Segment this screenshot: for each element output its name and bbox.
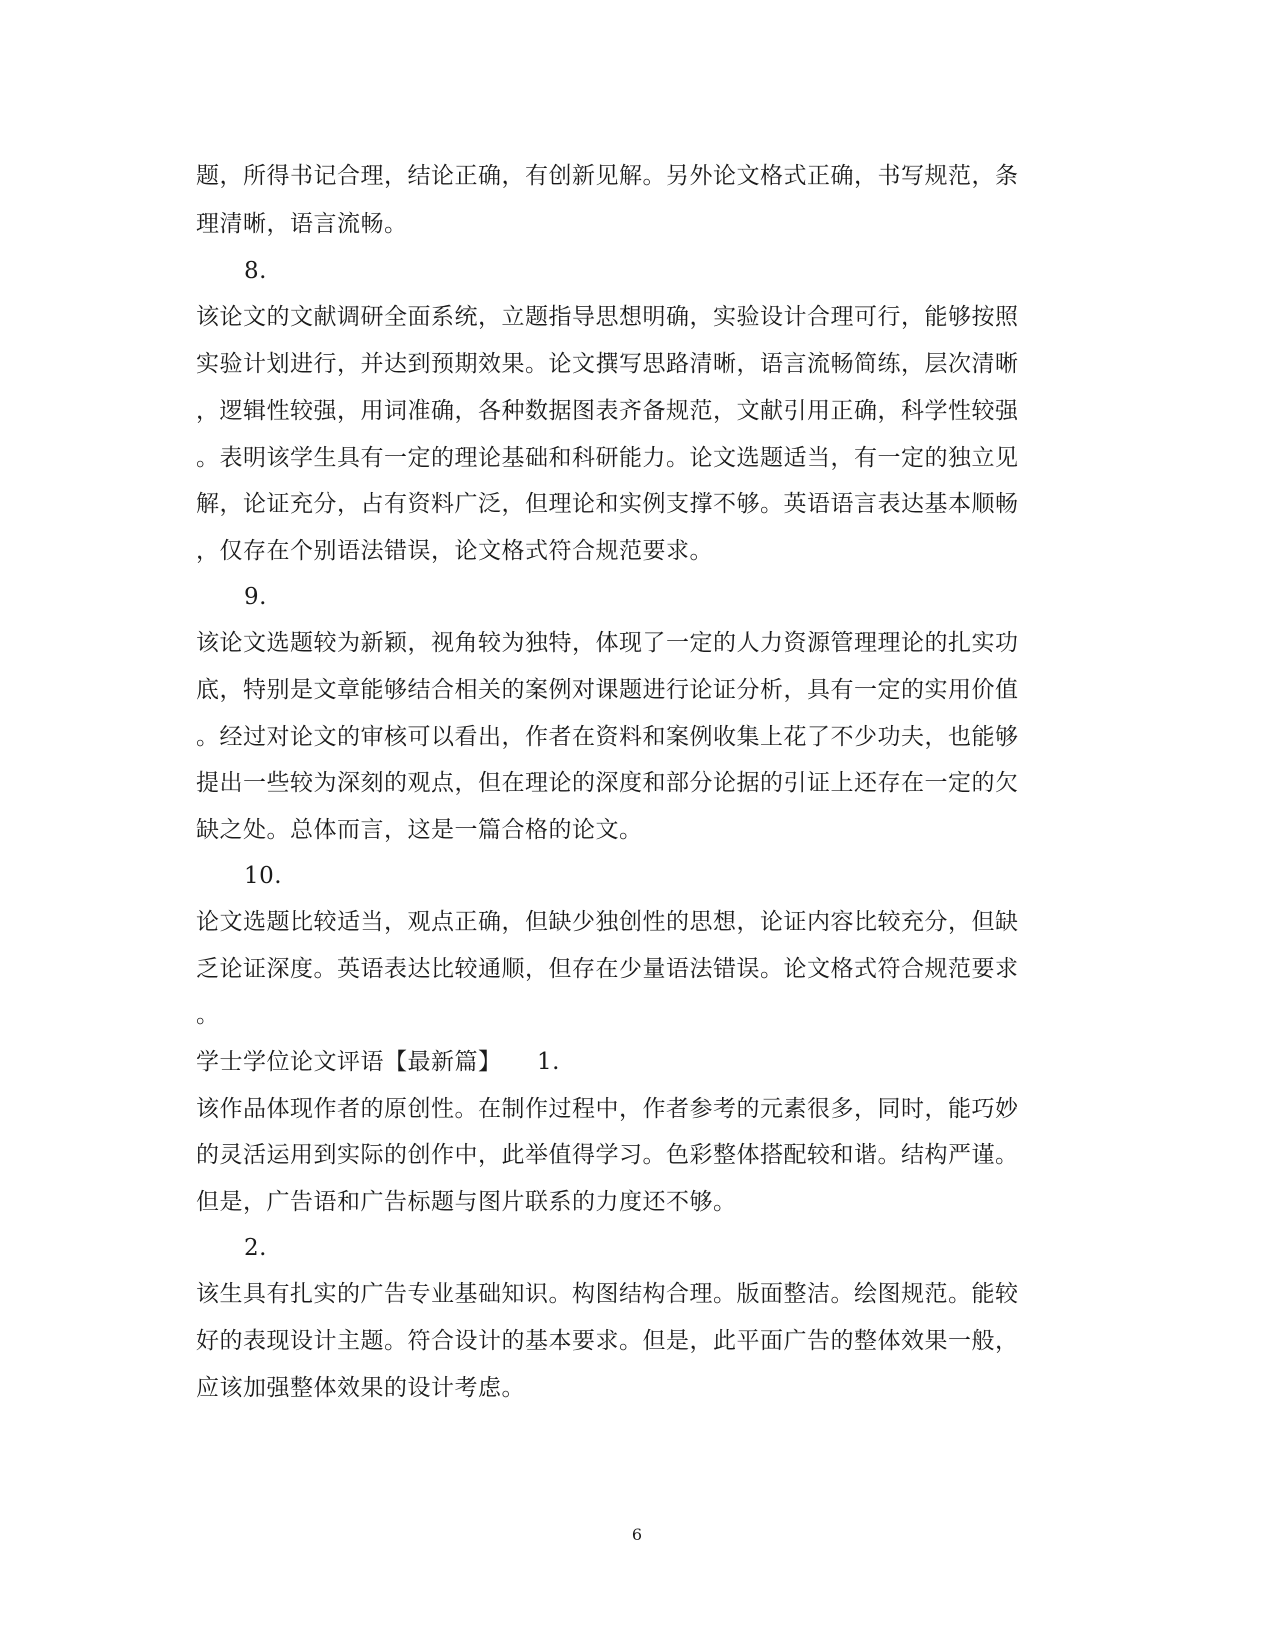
section-heading: 学士学位论文评语【最新篇】 1. bbox=[196, 1049, 560, 1075]
text-line: 题，所得书记合理，结论正确，有创新见解。另外论文格式正确，书写规范，条 bbox=[196, 163, 1019, 189]
text-line: 底，特别是文章能够结合相关的案例对课题进行论证分析，具有一定的实用价值 bbox=[196, 677, 1019, 703]
text-line: 该作品体现作者的原创性。在制作过程中，作者参考的元素很多，同时，能巧妙 bbox=[196, 1096, 1019, 1122]
text-line: ，逻辑性较强，用词准确，各种数据图表齐备规范，文献引用正确，科学性较强 bbox=[196, 398, 1019, 424]
text-line: 缺之处。总体而言，这是一篇合格的论文。 bbox=[196, 817, 643, 843]
item-number: 9. bbox=[244, 584, 267, 610]
item-number: 10. bbox=[244, 863, 283, 889]
page-number: 6 bbox=[631, 1525, 643, 1544]
item-number: 2. bbox=[244, 1235, 267, 1261]
text-line: 该论文选题较为新颖，视角较为独特，体现了一定的人力资源管理理论的扎实功 bbox=[196, 630, 1019, 656]
text-line: 乏论证深度。英语表达比较通顺，但存在少量语法错误。论文格式符合规范要求 bbox=[196, 956, 1019, 982]
text-line: 论文选题比较适当，观点正确，但缺少独创性的思想，论证内容比较充分，但缺 bbox=[196, 909, 1019, 935]
text-line: 实验计划进行，并达到预期效果。论文撰写思路清晰，语言流畅简练，层次清晰 bbox=[196, 351, 1019, 377]
text-line: ，仅存在个别语法错误，论文格式符合规范要求。 bbox=[196, 538, 713, 564]
text-line: 理清晰，语言流畅。 bbox=[196, 211, 408, 237]
text-line: 。经过对论文的审核可以看出，作者在资料和案例收集上花了不少功夫，也能够 bbox=[196, 724, 1019, 750]
text-line: 解，论证充分，占有资料广泛，但理论和实例支撑不够。英语语言表达基本顺畅 bbox=[196, 491, 1019, 517]
text-line: 提出一些较为深刻的观点，但在理论的深度和部分论据的引证上还存在一定的欠 bbox=[196, 770, 1019, 796]
text-line: 该论文的文献调研全面系统，立题指导思想明确，实验设计合理可行，能够按照 bbox=[196, 304, 1019, 330]
text-line: 的灵活运用到实际的创作中，此举值得学习。色彩整体搭配较和谐。结构严谨。 bbox=[196, 1142, 1019, 1168]
text-line: 应该加强整体效果的设计考虑。 bbox=[196, 1375, 525, 1401]
text-line: 该生具有扎实的广告专业基础知识。构图结构合理。版面整洁。绘图规范。能较 bbox=[196, 1281, 1019, 1307]
text-line: 好的表现设计主题。符合设计的基本要求。但是，此平面广告的整体效果一般， bbox=[196, 1328, 1019, 1354]
text-line: 。表明该学生具有一定的理论基础和科研能力。论文选题适当，有一定的独立见 bbox=[196, 445, 1019, 471]
text-line: 。 bbox=[196, 1002, 220, 1028]
item-number: 8. bbox=[244, 258, 267, 284]
text-line: 但是，广告语和广告标题与图片联系的力度还不够。 bbox=[196, 1189, 737, 1215]
